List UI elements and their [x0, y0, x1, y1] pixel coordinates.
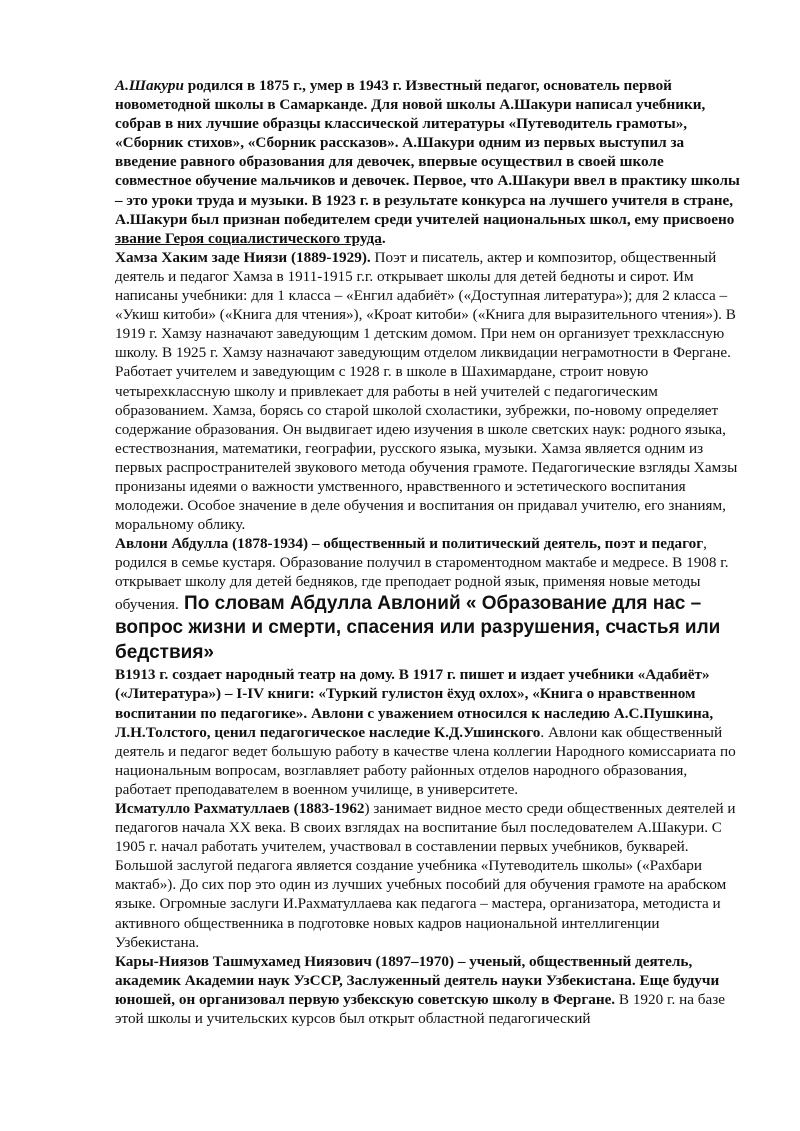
- hamza-biography: Поэт и писатель, актер и композитор, общественный деятель и педагог Хамза в 1911-1915 г.г. открывает школы для детей бедноты и сирот. Им написаны учебники: для 1 класса – «Енгил адабиёт» («Доступная литература»); для 2 класса – «Укиш китоби» («Книга для чтения»), «Кроат китоби» («Книга для выразительного чтения»). В 1919 г. Хамзу назначают заведующим 1 детским домом. При нем он организует трехклассную школу. В 1925 г. Хамзу назначают заведующим отделом ликвидации неграмотности в Фергане. Работает учителем и заведующим с 1928 г. в школе в Шахимардане, строит новую четырехклассную школу и привлекает для работы в ней учителей с педагогическим образованием. Хамза, борясь со старой школой схоластики, зубрежки, по-новому определяет содержание образования. Он выдвигает идею изучения в школе светских наук: родного языка, естествознания, математики, географии, русского языка, музыки. Хамза является одним из первых распространителей звукового метода обучения грамоте. Педагогические взгляды Хамзы пронизаны идеями о важности умственного, нравственного и эстетического воспитания молодежи. Особое значение в деле обучения и воспитания он придавал учителю, его знаниям, моральному облику.: [115, 248, 738, 534]
- person-name-shakuri: А.Шакури: [115, 77, 184, 94]
- avloni-works-bold: В1913 г. создает народный театр на дому. В 1917 г. пишет и издает учебники «Адабиёт» («Литература») – I-IV книги: «Туркий гулистон ёхуд охлох», «Книга о нравственном воспитании по педагогике». Авлони с уважением относился к наследию А.С.Пушкина, Л.Н.Толстого, ценил педагогическое наследие К.Д.Ушинского: [115, 666, 714, 741]
- hero-title-link[interactable]: звание Героя социалистического труда: [115, 229, 382, 247]
- paragraph-shakuri: [115, 76, 740, 248]
- rakhmatullaev-biography: ) занимает видное место среди общественных деятелей и педагогов начала XX века. В своих взглядах на воспитание был последователем А.Шакури. С 1905 г. начал работать учителем, участвовал в составлении первых учебников, букварей. Большой заслугой педагога является создание учебника «Путеводитель школы» («Рахбари мактаб»). До сих пор это один из лучших учебных пособий для обучения грамоте на арабском языке. Огромные заслуги И.Рахматуллаева как педагога – мастера, организатора, методиста и активного общественника в подготовке новых кадров национальной интеллигенции Узбекистана.: [115, 799, 736, 951]
- kary-niyazov-biography: В 1920 г. на базе этой школы и учительских курсов был открыт областной педагогический: [115, 990, 725, 1027]
- avloni-biography: , родился в семье кустаря. Образование получил в староментодном мактабе и медресе. В 1908 г. открывает школу для детей бедняков, где преподает родной язык, применяя новые методы обучения.: [115, 535, 729, 613]
- paragraph-hamza: [115, 248, 740, 534]
- rakhmatullaev-heading: Исматулло Рахматуллаев (1883-1962: [115, 799, 365, 817]
- paragraph-avloni: [115, 534, 740, 665]
- hamza-heading: Хамза Хаким заде Ниязи (1889-1929).: [115, 248, 371, 266]
- document-page: [115, 76, 740, 1028]
- avloni-works-text: . Авлони как общественный деятель и педагог ведет большую работу в качестве члена коллегии Народного комиссариата по национальным вопросам, возглавляет работу районных отделов народного образования, работает преподавателем в военном училище, в университете.: [115, 723, 736, 798]
- paragraph-kary-niyazov: [115, 952, 740, 1028]
- paragraph-avloni-works: [115, 665, 740, 799]
- paragraph-end-period: .: [381, 229, 386, 247]
- avloni-quote: По словам Абдулла Авлоний « Образование для нас – вопрос жизни и смерти, спасения или разрушения, счастья или бедствия»: [115, 592, 721, 663]
- paragraph-rakhmatullaev: [115, 799, 740, 952]
- shakuri-biography: родился в 1875 г., умер в 1943 г. Известный педагог, основатель первой новометодной школы в Самарканде. Для новой школы А.Шакури написал учебники, собрав в них лучшие образцы классической литературы «Путеводитель грамоты», «Сборник стихов», «Сборник рассказов». А.Шакури одним из первых выступил за введение равного образования для девочек, впервые осуществил в своей школе совместное обучение мальчиков и девочек. Первое, что А.Шакури ввел в практику школы – это уроки труда и музыки. В 1923 г. в результате конкурса на лучшего учителя в стране, А.Шакури был признан победителем среди учителей национальных школ, ему присвоено: [115, 77, 740, 228]
- kary-niyazov-heading: Кары-Ниязов Ташмухамед Ниязович (1897–1970) – ученый, общественный деятель, академик Академии наук УзССР, Заслуженный деятель науки Узбекистана. Еще будучи юношей, он организовал первую узбекскую советскую школу в Фергане.: [115, 952, 720, 1008]
- avloni-heading: Авлони Абдулла (1878-1934) – общественный и политический деятель, поэт и педагог: [115, 535, 704, 553]
